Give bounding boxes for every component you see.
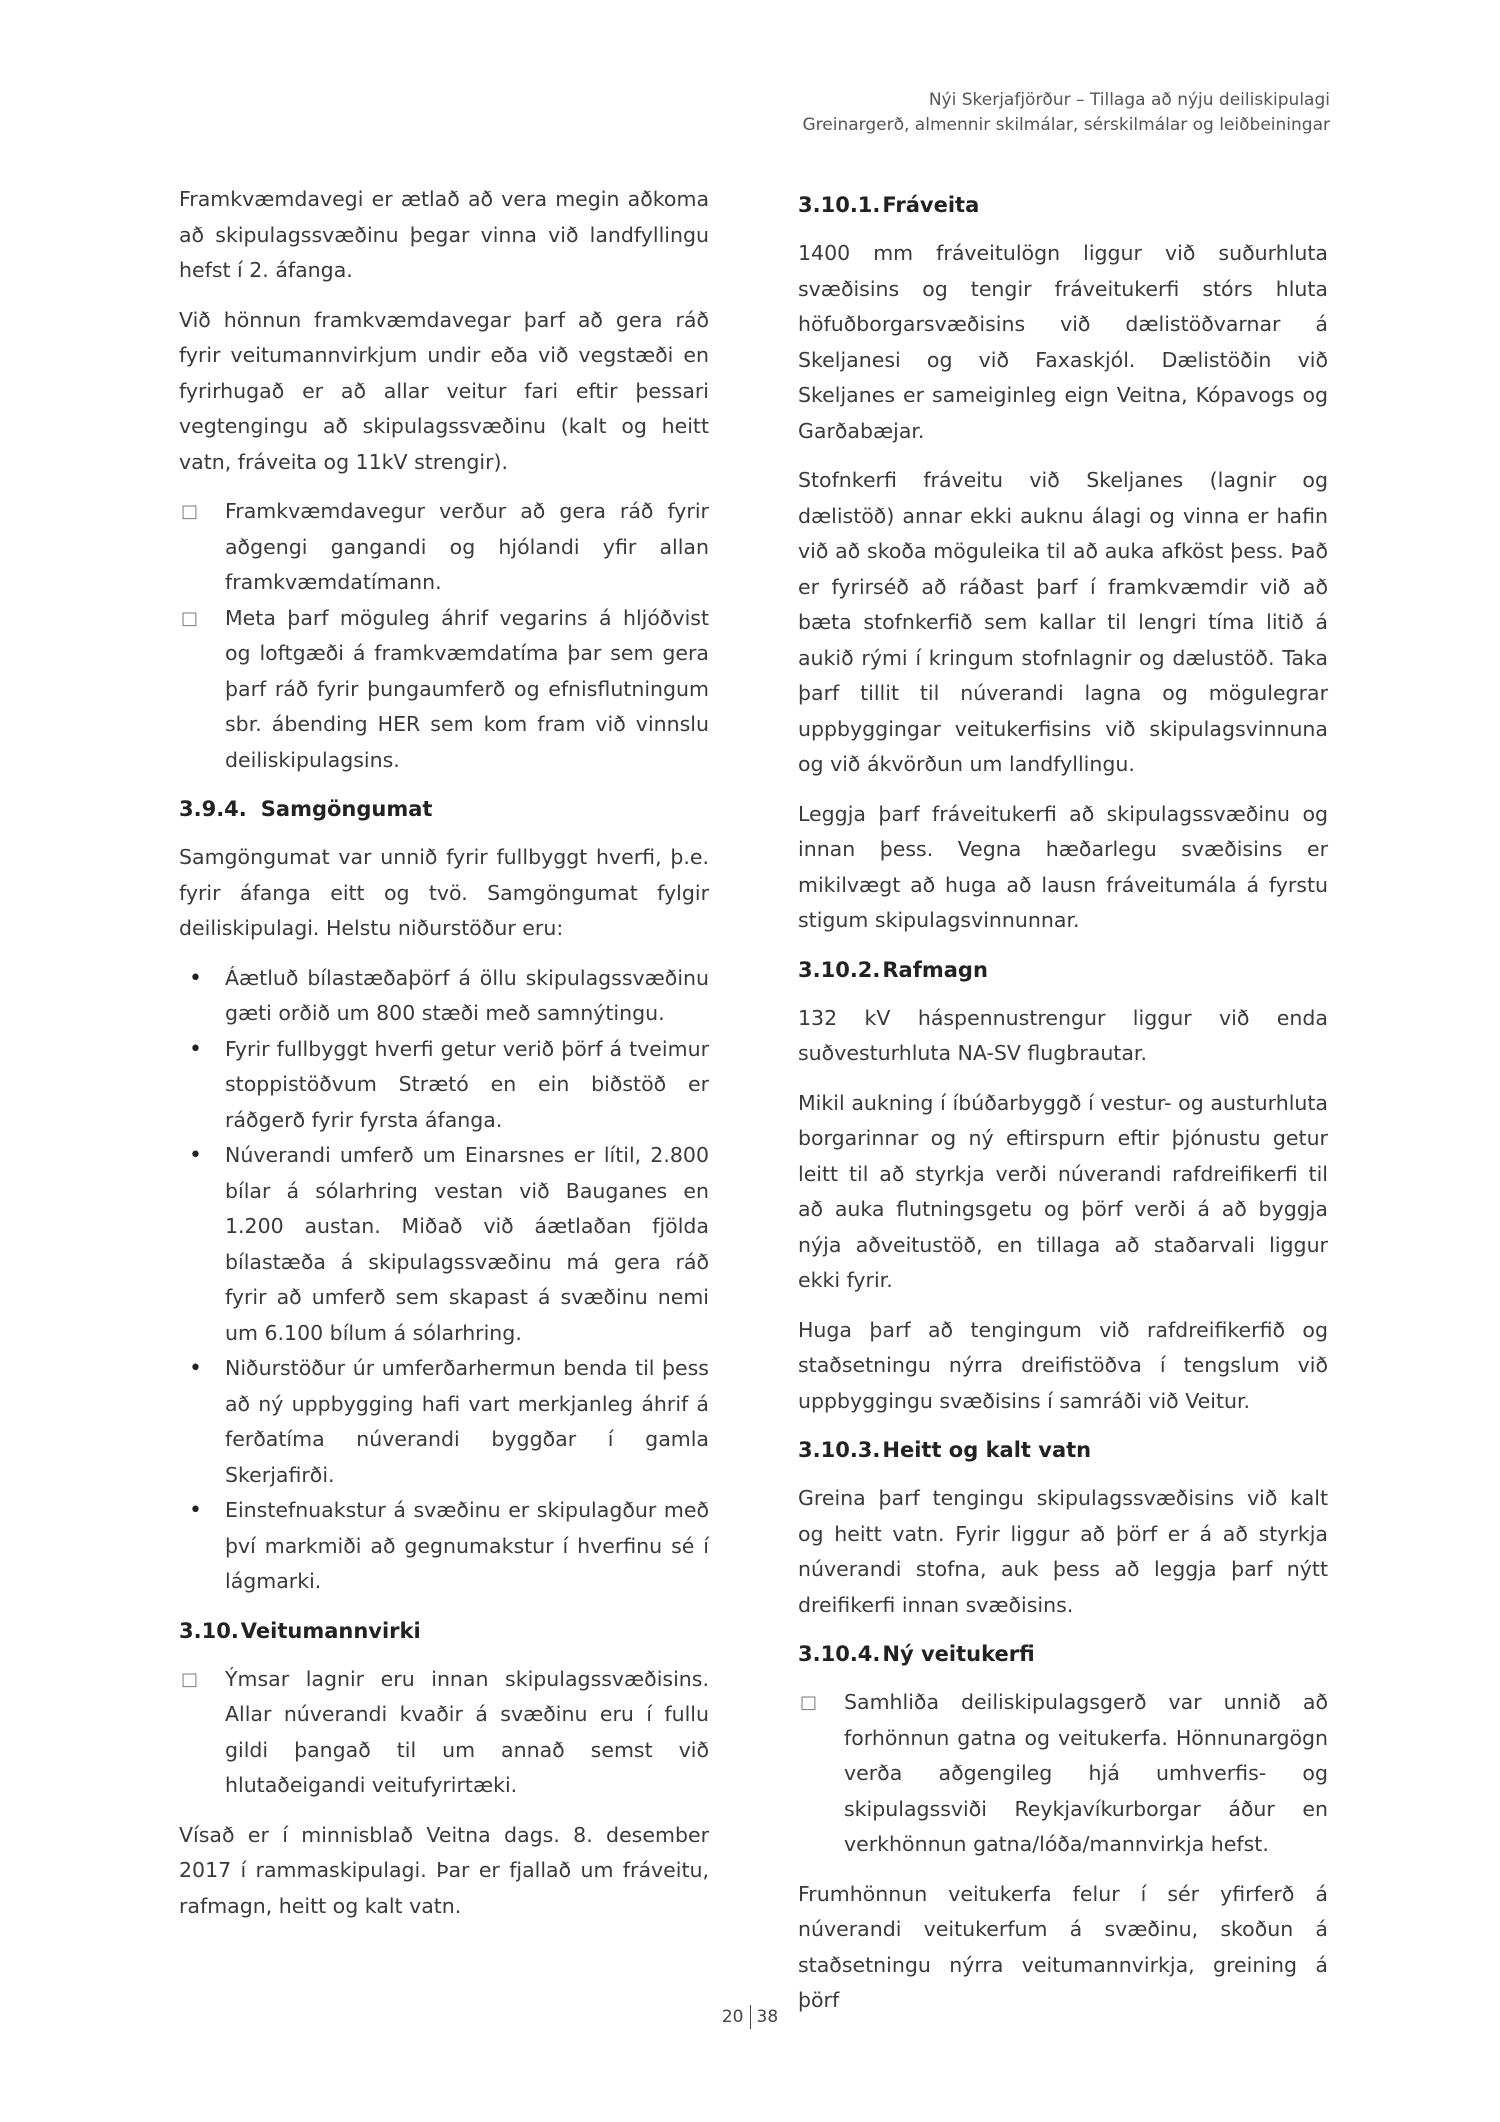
paragraph: Frumhönnun veitukerfa felur í sér yfirferð á núverandi veitukerfum á svæðinu, skoðun á staðsetningu nýrra veitumannvirkja, greining á þörf: [798, 1881, 1328, 2012]
list-item: □ Framkvæmdavegur verður að gera ráð fyrir aðgengi gangandi og hjólandi yfir allan framkvæmdatímann.: [179, 494, 709, 601]
paragraph: Leggja þarf fráveitukerfi að skipulagssvæðinu og innan þess. Vegna hæðarlegu svæðisins er mikilvægt að huga að lausn fráveitumála á fyrstu stigum skipulagsvinnunnar.: [798, 801, 1328, 932]
list-item: • Niðurstöður úr umferðarhermun benda til þess að ný uppbygging hafi vart merkjanleg áhrif á ferðatíma núverandi byggðar í gamla Skerjafirði.: [179, 1351, 709, 1493]
list-item: • Fyrir fullbyggt hverfi getur verið þörf á tveimur stoppistöðvum Strætó en ein biðstöð er ráðgerð fyrir fyrsta áfanga.: [179, 1032, 709, 1139]
list-item: • Áætluð bílastæðaþörf á öllu skipulagssvæðinu gæti orðið um 800 stæði með samnýtingu.: [179, 961, 709, 1032]
page-separator: [750, 2005, 751, 2029]
list-item: • Einstefnuakstur á svæðinu er skipulagður með því markmiði að gegnumakstur í hverfinu sé í lágmarki.: [179, 1493, 709, 1600]
paragraph: Vísað er í minnisblað Veitna dags. 8. desember 2017 í rammaskipulagi. Þar er fjallað um fráveitu, rafmagn, heitt og kalt vatn.: [179, 1822, 709, 1918]
paragraph: Mikil aukning í íbúðarbyggð í vestur- og austurhluta borgarinnar og ný eftirspurn eftir þjónustu getur leitt til að styrkja verði núverandi rafdreifikerfi til að auka flutningsgetu og þörf verði á að byggja nýja aðveitustöð, en tillaga að staðarvali liggur ekki fyrir.: [798, 1090, 1328, 1292]
checkbox-list: [179, 494, 709, 778]
paragraph: Greina þarf tengingu skipulagssvæðisins við kalt og heitt vatn. Fyrir liggur að þörf er á að styrkja núverandi stofna, auk þess að leggja þarf nýtt dreifikerfi innan svæðisins.: [798, 1486, 1328, 1617]
page-header: [803, 88, 1331, 138]
header-title: Nýi Skerjafjörður – Tillaga að nýju deiliskipulagi: [928, 90, 1330, 110]
paragraph: Framkvæmdavegi er ætlað að vera megin aðkoma að skipulagssvæðinu þegar vinna við landfyllingu hefst í 2. áfanga.: [179, 187, 709, 282]
page-number: [0, 2005, 1500, 2029]
list-item: □ Samhliða deiliskipulagsgerð var unnið að forhönnun gatna og veitukerfa. Hönnunargögn verða aðgengileg hjá umhverfis- og skipulagssviði Reykjavíkurborgar áður en verkhönnun gatna/lóða/mannvirkja hefst.: [798, 1685, 1328, 1863]
checkbox-bullet-icon: □: [181, 1668, 199, 1690]
section-heading-ny-veitukerfi: 3.10.4.Ný veitukerfi: [798, 1642, 1035, 1666]
section-heading-fraveita: 3.10.1.Fráveita: [798, 193, 980, 217]
bullet-dot-icon: •: [189, 1036, 202, 1062]
list-item: □ Ýmsar lagnir eru innan skipulagssvæðisins. Allar núverandi kvaðir á svæðinu eru í fullu gildi þangað til um annað semst við hlutaðeigandi veitufyrirtæki.: [179, 1662, 709, 1804]
section-heading-rafmagn: 3.10.2.Rafmagn: [798, 957, 988, 982]
checkbox-bullet-icon: □: [181, 607, 199, 629]
total-pages: 38: [756, 2007, 779, 2027]
section-heading-samgongumat: 3.9.4. Samgöngumat: [179, 797, 433, 821]
paragraph: 132 kV háspennustrengur liggur við enda suðvesturhluta NA-SV flugbrautar.: [798, 1005, 1328, 1065]
bullet-dot-icon: •: [189, 1498, 202, 1523]
bullet-list: [179, 961, 709, 1600]
left-column: [179, 182, 709, 1938]
header-subtitle: Greinargerð, almennir skilmálar, sérskilmálar og leiðbeiningar: [802, 115, 1330, 135]
current-page: 20: [721, 2007, 744, 2027]
paragraph: 1400 mm fráveitulögn liggur við suðurhluta svæðisins og tengir fráveitukerfi stórs hluta höfuðborgarsvæðisins við dælistöðvarnar á Skeljanesi og við Faxaskjól. Dælistöðin við Skeljanes er sameiginleg eign Veitna, Kópavogs og Garðabæjar.: [798, 241, 1328, 443]
right-column: [798, 182, 1328, 2033]
paragraph: Við hönnun framkvæmdavegar þarf að gera ráð fyrir veitumannvirkjum undir eða við vegstæði en fyrirhugað er að allar veitur fari eftir þessari vegtengingu að skipulagssvæðinu (kalt og heitt vatn, fráveita og 11kV strengir).: [179, 307, 709, 474]
checkbox-list: [179, 1662, 709, 1804]
bullet-dot-icon: •: [189, 1356, 202, 1381]
section-heading-heitt-og-kalt-vatn: 3.10.3.Heitt og kalt vatn: [798, 1438, 1092, 1462]
bullet-dot-icon: •: [189, 965, 202, 991]
paragraph: Samgöngumat var unnið fyrir fullbyggt hverfi, þ.e. fyrir áfanga eitt og tvö. Samgöngumat fylgir deiliskipulagi. Helstu niðurstöður eru:: [179, 845, 709, 940]
paragraph: Huga þarf að tengingum við rafdreifikerfið og staðsetningu nýrra dreifistöðva í tengslum við uppbyggingu svæðisins í samráði við Veitur.: [798, 1317, 1328, 1413]
checkbox-bullet-icon: □: [181, 501, 199, 522]
bullet-dot-icon: •: [189, 1143, 202, 1168]
checkbox-bullet-icon: □: [800, 1692, 818, 1713]
list-item: • Núverandi umferð um Einarsnes er lítil, 2.800 bílar á sólarhring vestan við Bauganes en 1.200 austan. Miðað við áætlaðan fjölda bílastæða á skipulagssvæðinu má gera ráð fyrir að umferð sem skapast á svæðinu nemi um 6.100 bílum á sólarhring.: [179, 1138, 709, 1351]
section-heading-veitumannvirki: 3.10.Veitumannvirki: [179, 1618, 421, 1643]
checkbox-list: [798, 1685, 1328, 1863]
list-item: □ Meta þarf möguleg áhrif vegarins á hljóðvist og loftgæði á framkvæmdatíma þar sem gera þarf ráð fyrir þungaumferð og efnisflutningum sbr. ábending HER sem kom fram við vinnslu deiliskipulagsins.: [179, 601, 709, 779]
paragraph: Stofnkerfi fráveitu við Skeljanes (lagnir og dælistöð) annar ekki auknu álagi og vinna er hafin við að skoða möguleika til að auka afköst þess. Það er fyrirséð að ráðast þarf í framkvæmdir við að bæta stofnkerfið sem kallar til lengri tíma litið á aukið rými í kringum stofnlagnir og dælustöð. Taka þarf tillit til núverandi lagna og mögulegrar uppbyggingar veitukerfisins við skipulagsvinnuna og við ákvörðun um landfyllingu.: [798, 468, 1328, 776]
